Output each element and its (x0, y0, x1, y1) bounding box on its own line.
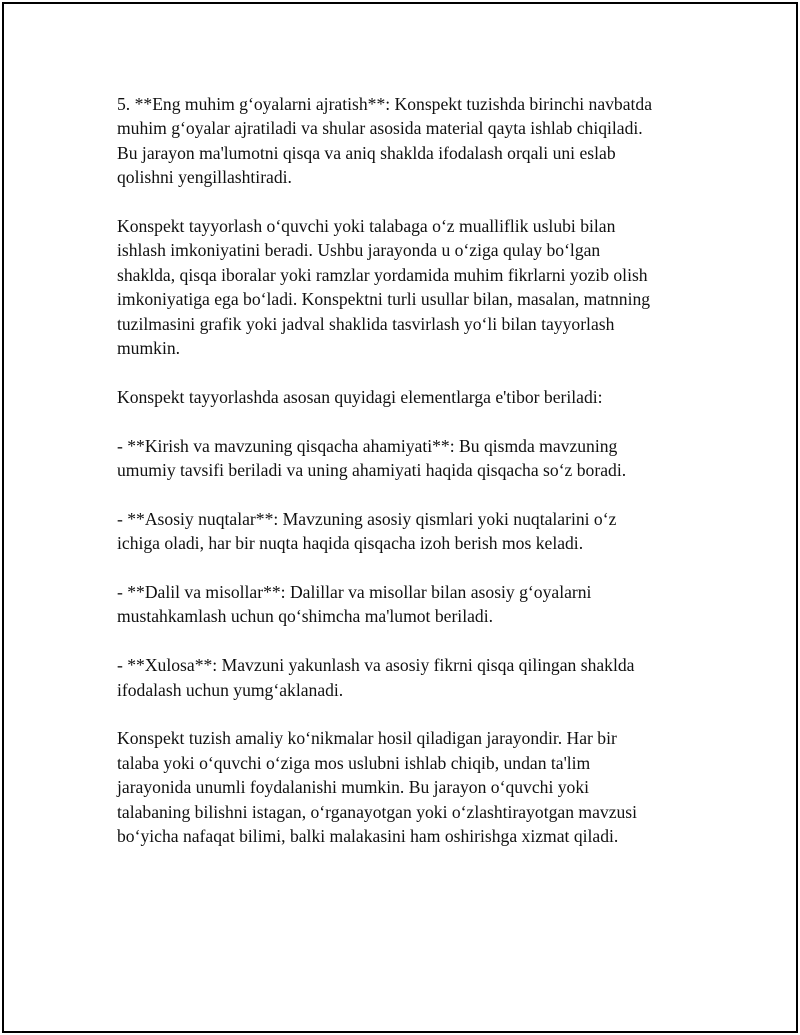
list-item-main-points: - **Asosiy nuqtalar**: Mavzuning asosiy qismlari yoki nuqtalarini o‘z ichiga oladi, har bir nuqta haqida qisqacha izoh berish mos keladi. (117, 508, 617, 554)
paragraph-closing: Konspekt tuzish amaliy ko‘nikmalar hosil qiladigan jarayondir. Har bir talaba yoki o‘quvchi o‘ziga mos uslubni ishlab chiqib, undan ta'lim jarayonida unumli foydalanishi mumkin. Bu jarayon o‘quvchi yoki talabaning bilishni istagan, o‘rganayotgan yoki o‘zlashtirayotgan mavzusi bo‘yicha nafaqat bilimi, balki malakasini ham oshirishga xizmat qiladi. (117, 728, 638, 847)
document-body (117, 92, 697, 848)
paragraph-key-ideas: 5. **Eng muhim g‘oyalarni ajratish**: Konspekt tuzishda birinchi navbatda muhim g‘oyalar ajratiladi va shular asosida material qayta ishlab chiqiladi. Bu jarayon ma'lumotni qisqa va aniq shaklda ifodalash orqali uni eslab qolishni yengillashtiradi. (117, 94, 653, 188)
paragraph-preparation: Konspekt tayyorlash o‘quvchi yoki talabaga o‘z mualliflik uslubi bilan ishlash imkoniyatini beradi. Ushbu jarayonda u o‘ziga qulay bo‘lgan shaklda, qisqa iboralar yoki ramzlar yordamida muhim fikrlarni yozib olish imkoniyatiga ega bo‘ladi. Konspektni turli usullar bilan, masalan, matnning tuzilmasini grafik yoki jadval shaklida tasvirlash yo‘li bilan tayyorlash mumkin. (117, 216, 651, 359)
list-item-introduction: - **Kirish va mavzuning qisqacha ahamiyati**: Bu qismda mavzuning umumiy tavsifi beriladi va uning ahamiyati haqida qisqacha so‘z boradi. (117, 435, 627, 481)
list-item-evidence: - **Dalil va misollar**: Dalillar va misollar bilan asosiy g‘oyalarni mustahkamlash uchun qo‘shimcha ma'lumot beriladi. (117, 582, 592, 627)
list-item-conclusion: - **Xulosa**: Mavzuni yakunlash va asosiy fikrni qisqa qilingan shaklda ifodalash uchun yumg‘aklanadi. (117, 655, 635, 700)
paragraph-elements-intro: Konspekt tayyorlashda asosan quyidagi elementlarga e'tibor beriladi: (117, 386, 603, 407)
